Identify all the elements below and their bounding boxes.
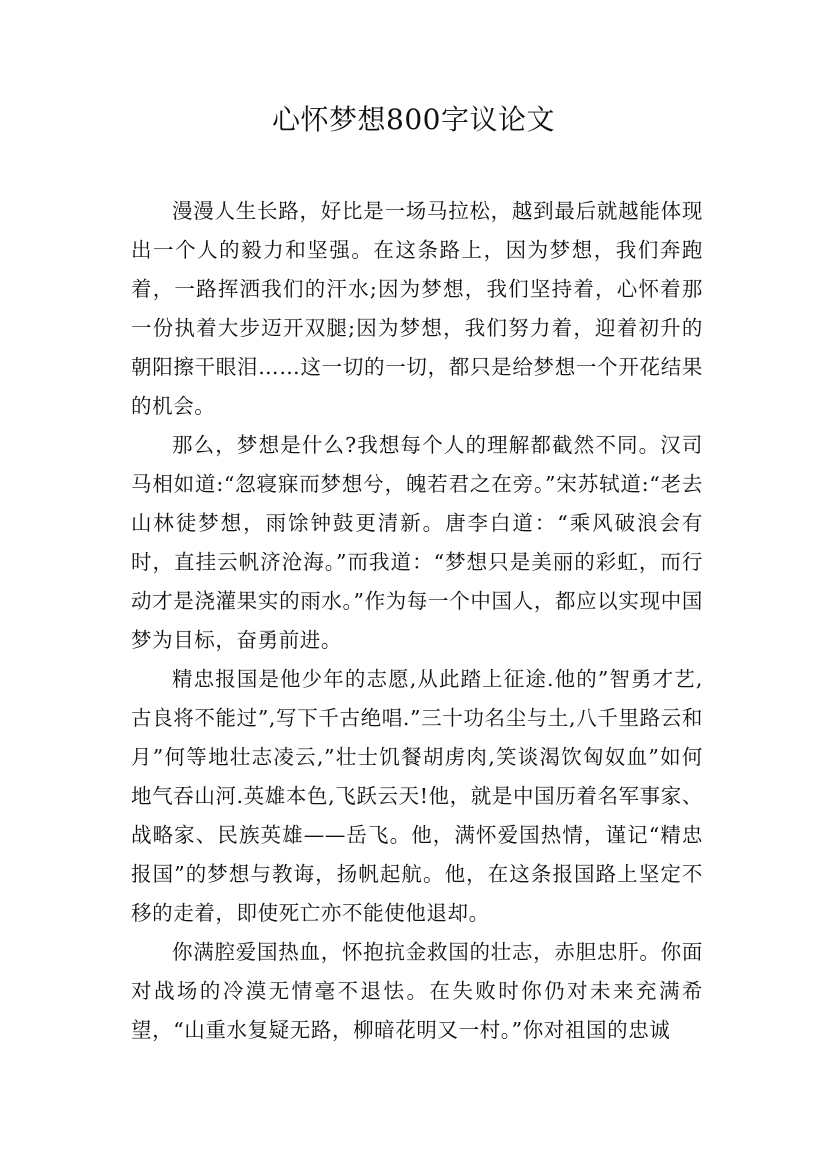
paragraph-1: 漫漫人生长路，好比是一场马拉松，越到最后就越能体现出一个人的毅力和坚强。在这条路上，因为梦想，我们奔跑着，一路挥洒我们的汗水;因为梦想，我们坚持着，心怀着那一份执着大步迈开双腿;因为梦想，我们努力着，迎着初升的朝阳擦干眼泪……这一切的一切，都只是给梦想一个开花结果的机会。 (131, 199, 703, 418)
paragraph-4: 你满腔爱国热血，怀抱抗金救国的壮志，赤胆忠肝。你面对战场的冷漠无情毫不退怯。在失败时你仍对未来充满希望，“山重水复疑无路，柳暗花明又一村。”你对祖国的忠诚 (131, 940, 703, 1042)
paragraph-3: 精忠报国是他少年的志愿,从此踏上征途.他的”智勇才艺,古良将不能过”,写下千古绝唱.”三十功名尘与土,八千里路云和月”何等地壮志凌云,”壮士饥餐胡虏肉,笑谈渴饮匈奴血”如何地气吞山河.英雄本色,飞跃云天!他，就是中国历着名军事家、战略家、民族英雄——岳飞。他，满怀爱国热情，谨记“精忠报国”的梦想与教诲，扬帆起航。他，在这条报国路上坚定不移的走着，即使死亡亦不能使他退却。 (131, 667, 703, 925)
paragraph-2: 那么，梦想是什么?我想每个人的理解都截然不同。汉司马相如道:“忽寝寐而梦想兮，魄若君之在旁。”宋苏轼道:“老去山林徒梦想，雨馀钟鼓更清新。唐李白道：“乘风破浪会有时，直挂云帆济沧海。”而我道：“梦想只是美丽的彩虹，而行动才是浇灌果实的雨水。”作为每一个中国人，都应以实现中国梦为目标，奋勇前进。 (131, 433, 703, 652)
document-body (131, 192, 703, 1050)
document-title: 心怀梦想800字议论文 (272, 103, 555, 136)
